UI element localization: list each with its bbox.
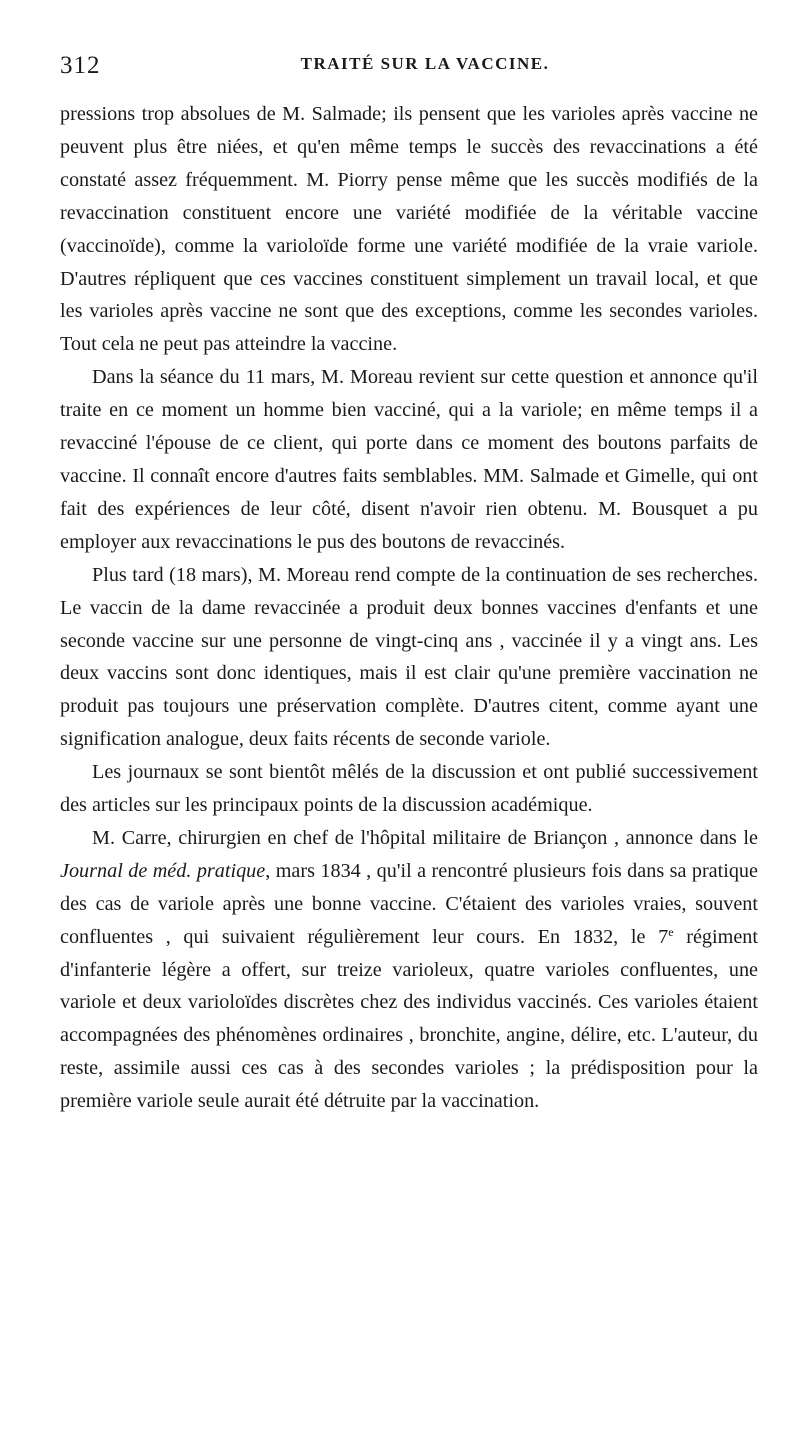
paragraph-3: Plus tard (18 mars), M. Moreau rend compte de la continuation de ses recherches. Le vaccin de la dame revaccinée a produit deux bonnes vaccines d'enfants et une seconde vaccine sur une personne de vingt-cinq ans , vaccinée il y a vingt ans. Les deux vaccins sont donc identiques, mais il est clair qu'une première vaccination ne produit pas toujours une préservation complète. D'autres citent, comme ayant une signification analogue, deux faits récents de seconde variole. <box>60 563 758 751</box>
ordinal-superscript: e <box>668 924 674 939</box>
journal-title: Journal de méd. pratique <box>60 859 266 882</box>
paragraph-5-part-b: , mars 1834 , qu'il a rencontré plusieurs fois dans sa pratique des cas de variole après une bonne vaccine. C'étaient des varioles vraies, souvent confluentes , qui suivaient régulièrement leur cours. En 1832, le 7 <box>60 859 758 948</box>
paragraph-5-part-c: régiment d'infanterie légère a offert, sur treize varioleux, quatre varioles confluentes, une variole et deux varioloïdes discrètes chez des individus vaccinés. Ces varioles étaient accompagnées des phénomènes ordinaires , bronchite, angine, délire, etc. L'auteur, du reste, assimile aussi ces cas à des secondes varioles ; la prédisposition pour la première variole seule aurait été détruite par la vaccination. <box>60 925 758 1113</box>
body-text <box>60 98 758 1118</box>
paragraph-1: pressions trop absolues de M. Salmade; ils pensent que les varioles après vaccine ne peuvent plus être niées, et qu'en même temps le succès des revaccinations a été constaté assez fréquemment. M. Piorry pense même que les succès modifiés de la revaccination constituent encore une variété modifiée de la véritable vaccine (vaccinoïde), comme la varioloïde forme une variété modifiée de la vraie variole. D'autres répliquent que ces vaccines constituent simplement un travail local, et que les varioles après vaccine ne sont que des exceptions, comme les secondes varioles. Tout cela ne peut pas atteindre la vaccine. <box>60 103 758 356</box>
paragraph-4: Les journaux se sont bientôt mêlés de la discussion et ont publié successivement des articles sur les principaux points de la discussion académique. <box>60 761 758 817</box>
running-title: TRAITÉ SUR LA VACCINE. <box>300 54 550 73</box>
paragraph-5-part-a: M. Carre, chirurgien en chef de l'hôpital militaire de Briançon , annonce dans le <box>92 826 758 849</box>
running-head <box>60 52 760 84</box>
page-number: 312 <box>60 52 101 79</box>
paragraph-2: Dans la séance du 11 mars, M. Moreau revient sur cette question et annonce qu'il traite en ce moment un homme bien vacciné, qui a la variole; en même temps il a revacciné l'épouse de ce client, qui porte dans ce moment des boutons parfaits de vaccine. Il connaît encore d'autres faits semblables. MM. Salmade et Gimelle, qui ont fait des expériences de leur côté, disent n'avoir rien obtenu. M. Bousquet a pu employer aux revaccinations le pus des boutons de revaccinés. <box>60 366 758 553</box>
paragraph-5 <box>60 822 758 1118</box>
